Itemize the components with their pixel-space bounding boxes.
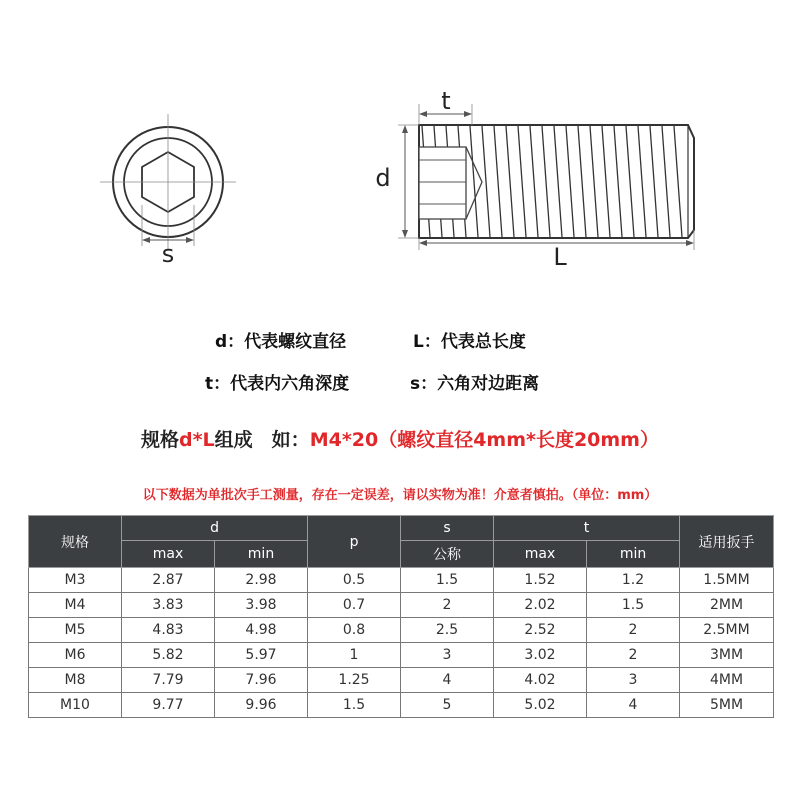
legend-s: s：六角对边距离: [410, 374, 540, 394]
table-cell: 4.83: [122, 618, 215, 643]
table-cell: M8: [29, 668, 122, 693]
label-s: s: [161, 240, 175, 268]
header-s-nominal: 公称: [401, 541, 494, 568]
screw-dimension-drawing: [0, 0, 800, 300]
table-cell: 0.5: [308, 568, 401, 593]
table-row: [29, 643, 774, 668]
header-t: t: [494, 516, 680, 541]
table-cell: 1.2: [587, 568, 680, 593]
table-cell: 2.02: [494, 593, 587, 618]
table-cell: 4: [401, 668, 494, 693]
table-cell: 5MM: [680, 693, 774, 718]
table-cell: 1.5: [308, 693, 401, 718]
table-cell: M6: [29, 643, 122, 668]
table-cell: 1.5: [401, 568, 494, 593]
table-cell: 2.98: [215, 568, 308, 593]
table-cell: 3.02: [494, 643, 587, 668]
table-cell: 9.96: [215, 693, 308, 718]
table-cell: M3: [29, 568, 122, 593]
table-cell: M10: [29, 693, 122, 718]
table-cell: 3MM: [680, 643, 774, 668]
header-d-min: min: [215, 541, 308, 568]
table-cell: 2.87: [122, 568, 215, 593]
table-cell: 2MM: [680, 593, 774, 618]
label-d: d: [375, 164, 391, 192]
table-cell: 4: [587, 693, 680, 718]
table-cell: 2.5MM: [680, 618, 774, 643]
measurement-note: 以下数据为单批次手工测量，存在一定误差，请以实物为准！介意者慎拍。（单位：mm）: [142, 488, 658, 503]
header-s: s: [401, 516, 494, 541]
table-cell: 2.5: [401, 618, 494, 643]
table-cell: 2: [401, 593, 494, 618]
table-cell: 9.77: [122, 693, 215, 718]
table-cell: 5.97: [215, 643, 308, 668]
side-view: [398, 104, 694, 250]
label-L: L: [553, 243, 567, 271]
table-cell: 5: [401, 693, 494, 718]
table-cell: 7.96: [215, 668, 308, 693]
composition-middle: 组成 如：: [214, 429, 310, 451]
table-cell: 3: [587, 668, 680, 693]
table-cell: 4.98: [215, 618, 308, 643]
table-cell: 1.25: [308, 668, 401, 693]
table-row: [29, 568, 774, 593]
table-row: [29, 668, 774, 693]
table-row: [29, 593, 774, 618]
table-cell: M5: [29, 618, 122, 643]
composition-prefix: 规格: [141, 429, 180, 451]
label-t: t: [441, 87, 451, 115]
table-cell: 2.52: [494, 618, 587, 643]
legend-L: L：代表总长度: [413, 332, 526, 352]
table-cell: 1.5: [587, 593, 680, 618]
header-d-max: max: [122, 541, 215, 568]
spec-table: [28, 515, 774, 718]
header-d: d: [122, 516, 308, 541]
table-cell: 4MM: [680, 668, 774, 693]
legend-d: d：代表螺纹直径: [215, 332, 347, 352]
header-t-min: min: [587, 541, 680, 568]
table-cell: 1.52: [494, 568, 587, 593]
table-cell: 2: [587, 643, 680, 668]
table-cell: 1: [308, 643, 401, 668]
table-cell: 7.79: [122, 668, 215, 693]
table-cell: 0.8: [308, 618, 401, 643]
table-row: [29, 618, 774, 643]
spec-composition: [0, 425, 800, 452]
composition-example: M4*20（螺纹直径4mm*长度20mm）: [309, 429, 659, 451]
header-p: p: [308, 516, 401, 568]
header-t-max: max: [494, 541, 587, 568]
table-cell: M4: [29, 593, 122, 618]
table-cell: 4.02: [494, 668, 587, 693]
legend-t: t：代表内六角深度: [205, 374, 350, 394]
header-spec: 规格: [29, 516, 122, 568]
table-cell: 1.5MM: [680, 568, 774, 593]
end-view: [100, 114, 236, 250]
table-cell: 5.82: [122, 643, 215, 668]
header-wrench: 适用扳手: [680, 516, 774, 568]
composition-formula: d*L: [179, 429, 215, 451]
table-cell: 5.02: [494, 693, 587, 718]
table-cell: 2: [587, 618, 680, 643]
table-cell: 3.98: [215, 593, 308, 618]
table-cell: 3.83: [122, 593, 215, 618]
table-cell: 3: [401, 643, 494, 668]
table-cell: 0.7: [308, 593, 401, 618]
table-row: [29, 693, 774, 718]
